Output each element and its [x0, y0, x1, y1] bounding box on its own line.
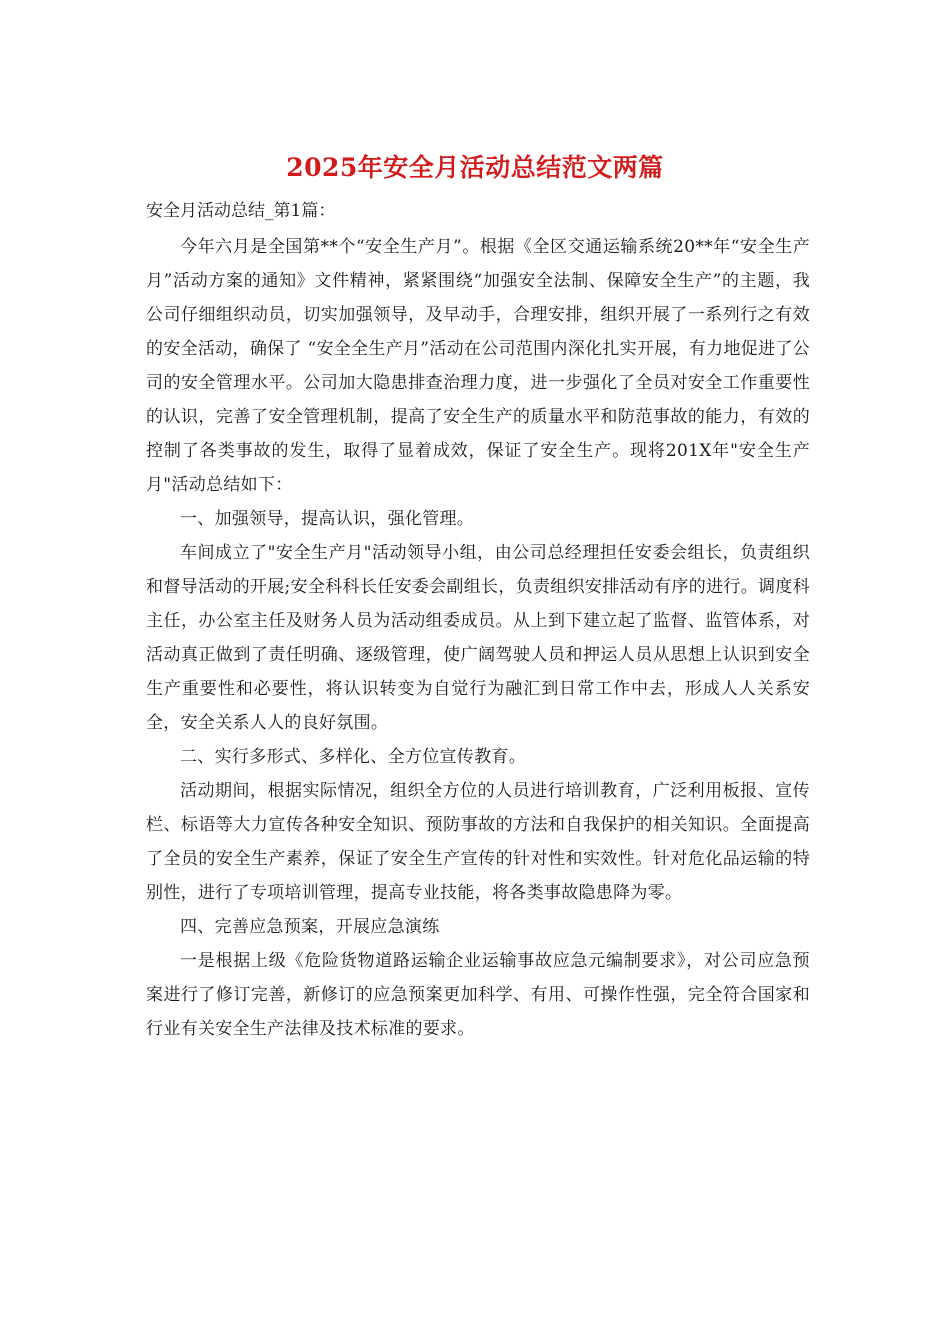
paragraph-section-2: 活动期间，根据实际情况，组织全方位的人员进行培训教育，广泛利用板报、宣传栏、标语等大力宣传各种安全知识、预防事故的方法和自我保护的相关知识。全面提高了全员的安全生产素养，保证了安全生产宣传的针对性和实效性。针对危化品运输的特别性，进行了专项培训管理，提高专业技能，将各类事故隐患降为零。 — [146, 781, 810, 903]
section-heading-2: 二、实行多形式、多样化、全方位宣传教育。 — [180, 747, 526, 767]
document-body — [146, 196, 810, 1046]
article-label: 安全月活动总结_第1篇： — [146, 201, 336, 221]
paragraph-section-1: 车间成立了"安全生产月"活动领导小组，由公司总经理担任安委会组长，负责组织和督导活动的开展;安全科科长任安委会副组长，负责组织安排活动有序的进行。调度科主任，办公室主任及财务人员为活动组委成员。从上到下建立起了监督、监管体系，对活动真正做到了责任明确、逐级管理，使广阔驾驶人员和押运人员从思想上认识到安全生产重要性和必要性，将认识转变为自觉行为融汇到日常工作中去，形成人人关系安全，安全关系人人的良好氛围。 — [146, 543, 810, 733]
paragraph-section-4: 一是根据上级《危险货物道路运输企业运输事故应急元编制要求》，对公司应急预案进行了修订完善，新修订的应急预案更加科学、有用、可操作性强，完全符合国家和行业有关安全生产法律及技术标准的要求。 — [146, 951, 810, 1039]
section-heading-4: 四、完善应急预案，开展应急演练 — [180, 917, 440, 937]
document-title: 2025年安全月活动总结范文两篇 — [286, 153, 664, 182]
paragraph-intro: 今年六月是全国第**个“安全生产月”。根据《全区交通运输系统20**年“安全生产月”活动方案的通知》文件精神，紧紧围绕“加强安全法制、保障安全生产”的主题，我公司仔细组织动员，切实加强领导，及早动手，合理安排，组织开展了一系列行之有效的安全活动，确保了 “安全全生产月”活动在公司范围内深化扎实开展，有力地促进了公司的安全管理水平。公司加大隐患排查治理力度，进一步强化了全员对安全工作重要性的认识，完善了安全管理机制，提高了安全生产的质量水平和防范事故的能力，有效的控制了各类事故的发生，取得了显着成效，保证了安全生产。现将201X年"安全生产月"活动总结如下： — [146, 237, 810, 495]
section-heading-1: 一、加强领导，提高认识，强化管理。 — [180, 509, 475, 529]
